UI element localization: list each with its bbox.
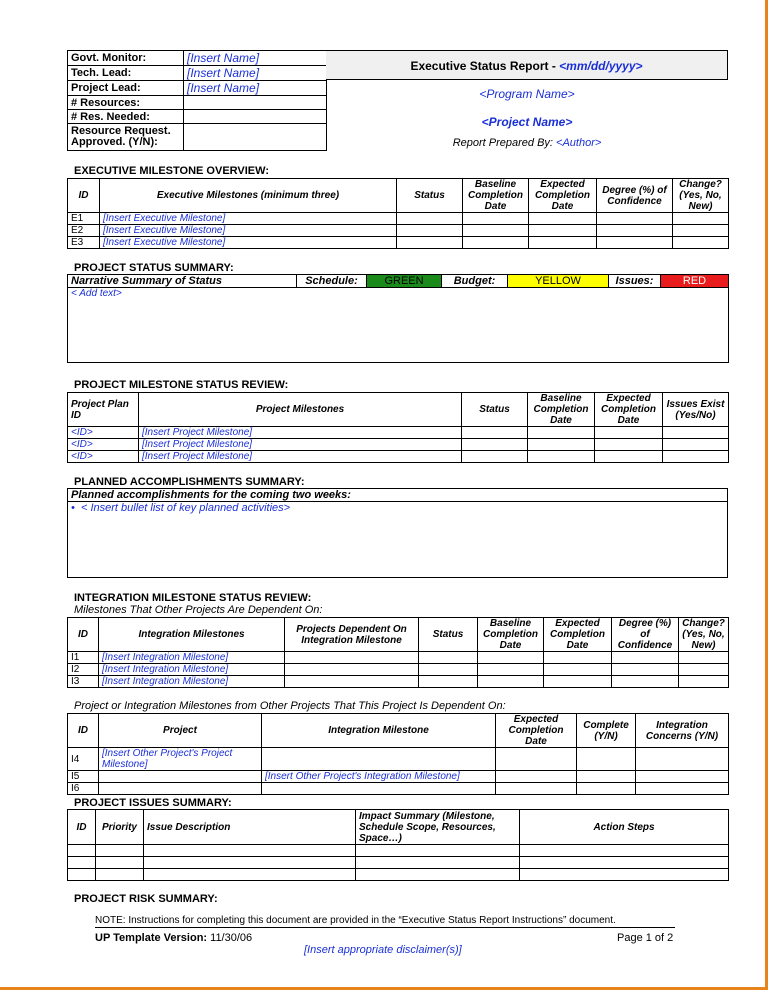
risk-heading: PROJECT RISK SUMMARY: (74, 893, 218, 905)
version-label: UP Template Version: (95, 932, 211, 944)
report-date[interactable]: <mm/dd/yyyy> (559, 59, 643, 73)
row-id: I5 (68, 771, 99, 783)
col-expected: Expected Completion Date (544, 618, 612, 652)
planned-bullet: < Insert bullet list of key planned activities> (80, 502, 291, 514)
row-milestone[interactable]: [Insert Executive Milestone] (100, 237, 397, 249)
col-expected: Expected Completion Date (595, 393, 663, 427)
col-priority: Priority (96, 810, 144, 845)
dependency-table (67, 713, 729, 795)
resource-approved-label: Resource Request. Approved. (Y/N): (68, 124, 184, 151)
col-change: Change? (Yes, No, New) (679, 618, 729, 652)
govt-monitor-label: Govt. Monitor: (68, 51, 184, 66)
row-id: I6 (68, 783, 99, 795)
col-status: Status (397, 179, 463, 213)
table-row (68, 451, 729, 463)
report-title-box (326, 50, 728, 80)
project-lead-value[interactable]: [Insert Name] (184, 81, 327, 96)
prepared-by-label: Report Prepared By: (452, 137, 557, 149)
table-row (68, 213, 729, 225)
col-dependent-projects: Projects Dependent On Integration Milestone (285, 618, 419, 652)
row-project[interactable] (99, 783, 262, 795)
col-change: Change? (Yes, No, New) (673, 179, 729, 213)
row-id: E2 (68, 225, 100, 237)
project-name[interactable]: <Project Name> (481, 115, 573, 129)
table-row (68, 652, 729, 664)
res-needed-value[interactable] (184, 110, 327, 124)
issues-table (67, 809, 729, 881)
exec-milestone-table (67, 178, 729, 249)
row-milestone[interactable]: [Insert Project Milestone] (139, 451, 462, 463)
resource-approved-value[interactable] (184, 124, 327, 151)
row-project[interactable]: [Insert Other Project's Project Milestone] (99, 748, 262, 771)
col-impact-summary: Impact Summary (Milestone, Schedule Scope, Resources, Space…) (356, 810, 520, 845)
tech-lead-label: Tech. Lead: (68, 66, 184, 81)
exec-milestone-heading: EXECUTIVE MILESTONE OVERVIEW: (74, 165, 269, 177)
col-baseline: Baseline Completion Date (528, 393, 595, 427)
row-project[interactable] (99, 771, 262, 783)
col-project: Project (99, 714, 262, 748)
col-confidence: Degree (%) of Confidence (612, 618, 679, 652)
col-status: Status (462, 393, 528, 427)
row-milestone[interactable]: [Insert Integration Milestone] (99, 664, 285, 676)
add-text: < Add text> (71, 288, 122, 299)
schedule-label: Schedule: (297, 275, 367, 288)
planned-heading: PLANNED ACCOMPLISHMENTS SUMMARY: (74, 476, 305, 488)
row-id: I4 (68, 748, 99, 771)
col-id: ID (68, 618, 99, 652)
row-id: I2 (68, 664, 99, 676)
project-lead-label: Project Lead: (68, 81, 184, 96)
project-milestone-table (67, 392, 729, 463)
status-summary-heading: PROJECT STATUS SUMMARY: (74, 262, 234, 274)
row-milestone[interactable] (262, 748, 496, 771)
disclaimer[interactable]: [Insert appropriate disclaimer(s)] (304, 944, 462, 956)
row-milestone[interactable]: [Insert Project Milestone] (139, 427, 462, 439)
program-name[interactable]: <Program Name> (479, 87, 575, 101)
budget-status[interactable]: YELLOW (508, 275, 609, 288)
col-integration-milestone: Integration Milestone (262, 714, 496, 748)
prepared-by (326, 137, 728, 149)
col-confidence: Degree (%) of Confidence (597, 179, 673, 213)
bullet-icon: • (71, 502, 81, 514)
col-expected: Expected Completion Date (529, 179, 597, 213)
resources-value[interactable] (184, 96, 327, 110)
row-milestone[interactable]: [Insert Other Project's Integration Milestone] (262, 771, 496, 783)
author[interactable]: <Author> (556, 137, 602, 149)
table-row (68, 869, 729, 881)
project-milestone-heading: PROJECT MILESTONE STATUS REVIEW: (74, 379, 289, 391)
table-row (68, 748, 729, 771)
report-title: Executive Status Report - (410, 59, 560, 73)
add-text-area[interactable] (68, 288, 729, 363)
col-baseline: Baseline Completion Date (478, 618, 544, 652)
header-info-table (67, 50, 327, 151)
row-id: I3 (68, 676, 99, 688)
integration-table (67, 617, 729, 688)
col-exec-milestones: Executive Milestones (minimum three) (100, 179, 397, 213)
issues-status[interactable]: RED (661, 275, 729, 288)
narrative-label: Narrative Summary of Status (68, 275, 297, 288)
col-baseline: Baseline Completion Date (463, 179, 529, 213)
table-row (68, 427, 729, 439)
planned-table (67, 488, 728, 578)
row-milestone[interactable]: [Insert Project Milestone] (139, 439, 462, 451)
status-bar-table (67, 274, 729, 363)
planned-bullet-area[interactable] (68, 502, 728, 578)
col-id: ID (68, 714, 99, 748)
row-id[interactable]: <ID> (68, 427, 139, 439)
table-row (68, 783, 729, 795)
issues-label: Issues: (609, 275, 661, 288)
row-milestone[interactable]: [Insert Executive Milestone] (100, 213, 397, 225)
table-row (68, 664, 729, 676)
table-row (68, 676, 729, 688)
row-id: E1 (68, 213, 100, 225)
planned-subheading: Planned accomplishments for the coming two weeks: (68, 489, 728, 502)
row-id[interactable]: <ID> (68, 439, 139, 451)
table-row (68, 225, 729, 237)
issues-heading: PROJECT ISSUES SUMMARY: (74, 797, 232, 809)
resources-label: # Resources: (68, 96, 184, 110)
col-issues-exist: Issues Exist (Yes/No) (663, 393, 729, 427)
row-id: I1 (68, 652, 99, 664)
row-id: E3 (68, 237, 100, 249)
row-milestone[interactable]: [Insert Executive Milestone] (100, 225, 397, 237)
integration-subheading: Milestones That Other Projects Are Dependent On: (74, 604, 323, 616)
col-status: Status (419, 618, 478, 652)
budget-label: Budget: (442, 275, 508, 288)
tech-lead-value[interactable]: [Insert Name] (184, 66, 327, 81)
col-action-steps: Action Steps (520, 810, 729, 845)
row-id[interactable]: <ID> (68, 451, 139, 463)
table-row (68, 237, 729, 249)
footer-rule (95, 927, 675, 928)
integration-heading: INTEGRATION MILESTONE STATUS REVIEW: (74, 592, 312, 604)
col-plan-id: Project Plan ID (68, 393, 139, 427)
res-needed-label: # Res. Needed: (68, 110, 184, 124)
footer-note: NOTE: Instructions for completing this document are provided in the “Executive Status Report Instructions” document. (95, 915, 616, 926)
template-version (95, 932, 252, 944)
row-milestone[interactable]: [Insert Integration Milestone] (99, 652, 285, 664)
table-row (68, 771, 729, 783)
table-row (68, 845, 729, 857)
row-milestone[interactable]: [Insert Integration Milestone] (99, 676, 285, 688)
table-row (68, 857, 729, 869)
schedule-status[interactable]: GREEN (367, 275, 442, 288)
col-complete: Complete (Y/N) (577, 714, 636, 748)
col-expected-completion: Expected Completion Date (496, 714, 577, 748)
version-value: 11/30/06 (210, 932, 253, 944)
col-id: ID (68, 810, 96, 845)
row-milestone[interactable] (262, 783, 496, 795)
col-issue-description: Issue Description (144, 810, 356, 845)
table-row (68, 439, 729, 451)
col-integration-concerns: Integration Concerns (Y/N) (636, 714, 729, 748)
col-id: ID (68, 179, 100, 213)
page-number: Page 1 of 2 (617, 932, 674, 944)
col-project-milestones: Project Milestones (139, 393, 462, 427)
dependency-subheading: Project or Integration Milestones from Other Projects That This Project Is Dependent On: (74, 700, 506, 712)
govt-monitor-value[interactable]: [Insert Name] (184, 51, 327, 66)
col-integration-milestones: Integration Milestones (99, 618, 285, 652)
